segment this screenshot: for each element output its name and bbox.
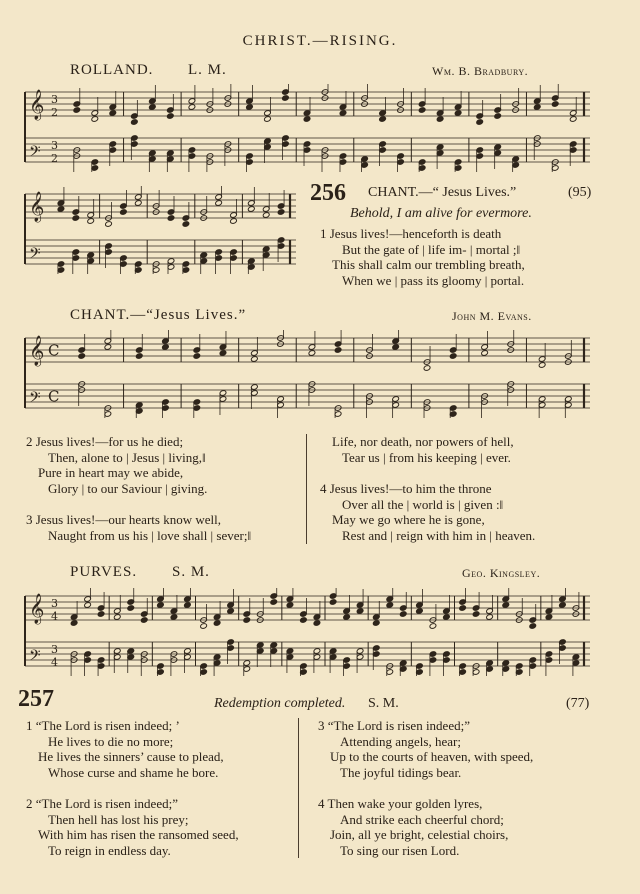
treble-clef-icon: 𝄞 bbox=[29, 90, 45, 120]
verse-line: The joyful tidings bear. bbox=[340, 764, 462, 780]
hymn-257-number: 257 bbox=[18, 686, 54, 712]
rolland-music-system-2 bbox=[24, 186, 298, 274]
svg-text:4: 4 bbox=[51, 610, 58, 623]
rolland-music-system-1 bbox=[24, 84, 592, 172]
bass-clef-icon: 𝄢 bbox=[29, 389, 41, 410]
verse-line: He lives the sinners’ cause to plead, bbox=[38, 749, 224, 764]
verse-line: 4 Then wake your golden lyres, bbox=[318, 796, 483, 811]
music-staff-system bbox=[24, 588, 592, 676]
hymn-257-verses-right bbox=[318, 718, 533, 858]
verse-line: May we go where he is gone, bbox=[332, 512, 485, 527]
verse-line: 2 Jesus lives!—for us he died; bbox=[26, 434, 184, 449]
verse-line: 4 Jesus lives!—to him the throne bbox=[320, 481, 492, 496]
hymn-257-ref: (77) bbox=[566, 696, 590, 711]
music-staff-system bbox=[24, 84, 592, 172]
hymn-256-ref: (95) bbox=[568, 185, 592, 200]
music-staff-system bbox=[24, 186, 298, 274]
rolland-tune-name: ROLLAND. bbox=[70, 62, 154, 78]
verse-line: To sing our risen Lord. bbox=[340, 842, 460, 858]
bass-clef-icon: 𝄢 bbox=[29, 647, 41, 668]
verse-line: Naught from us his | love shall | sever;‖ bbox=[48, 527, 252, 543]
treble-clef-icon: 𝄞 bbox=[29, 192, 45, 222]
page-header: CHRIST.—RISING. bbox=[242, 33, 398, 49]
hymn-257-verses-left bbox=[26, 718, 239, 858]
chant-tune-name: CHANT.—“Jesus Lives.” bbox=[70, 307, 247, 323]
verse-line: When we | pass its gloomy | portal. bbox=[342, 272, 525, 288]
column-divider bbox=[298, 718, 299, 858]
verse-line: But the gate of | life im- | mortal ;‖ bbox=[342, 241, 521, 257]
purves-meter: S. M. bbox=[172, 564, 210, 580]
verse-line: Glory | to our Saviour | giving. bbox=[48, 480, 208, 496]
verse-line: 1 Jesus lives!—henceforth is death bbox=[320, 226, 502, 241]
column-divider bbox=[306, 434, 307, 544]
chant-music-system bbox=[24, 330, 592, 418]
verse-line: Tear us | from his keeping | ever. bbox=[342, 449, 511, 465]
svg-text:3: 3 bbox=[51, 139, 58, 152]
verse-line: This shall calm our trembling breath, bbox=[332, 257, 525, 272]
svg-text:3: 3 bbox=[51, 93, 58, 106]
verse-line: 3 Jesus lives!—our hearts know well, bbox=[26, 512, 221, 527]
verse-line: Pure in heart may we abide, bbox=[38, 465, 184, 480]
rolland-meter: L. M. bbox=[188, 62, 227, 78]
verse-line: To reign in endless day. bbox=[48, 842, 171, 858]
purves-music-system bbox=[24, 588, 592, 676]
verse-line: Rest and | reign with him in | heaven. bbox=[342, 527, 536, 543]
svg-text:2: 2 bbox=[51, 106, 58, 119]
chant-composer: John M. Evans. bbox=[452, 309, 532, 323]
hymn-257-subtitle: Redemption completed. bbox=[214, 696, 346, 711]
music-staff-system bbox=[24, 330, 592, 418]
hymn-256-number: 256 bbox=[310, 180, 346, 206]
svg-text:C: C bbox=[48, 387, 60, 406]
verse-line: 1 “The Lord is risen indeed; ’ bbox=[26, 718, 180, 733]
verse-line: 3 “The Lord is risen indeed;” bbox=[318, 718, 470, 733]
chant-verses-right bbox=[320, 434, 536, 543]
hymn-256-verse-1 bbox=[320, 226, 525, 288]
verse-line: Then hell has lost his prey; bbox=[48, 811, 189, 827]
hymn-256-subtitle: Behold, I am alive for evermore. bbox=[350, 206, 532, 221]
verse-line: He lives to die no more; bbox=[48, 733, 174, 749]
svg-text:3: 3 bbox=[51, 643, 58, 656]
verse-line: And strike each cheerful chord; bbox=[340, 811, 504, 827]
verse-line: Attending angels, hear; bbox=[340, 733, 461, 749]
verse-line: Up to the courts of heaven, with speed, bbox=[330, 749, 534, 764]
bass-clef-icon: 𝄢 bbox=[29, 143, 41, 164]
hymn-256-title: CHANT.—“ Jesus Lives.” bbox=[368, 185, 517, 200]
treble-clef-icon: 𝄞 bbox=[29, 336, 45, 366]
hymn-257-meter: S. M. bbox=[368, 696, 399, 711]
purves-tune-name: PURVES. bbox=[70, 564, 138, 580]
verse-line: Over all the | world is | given :‖ bbox=[342, 496, 504, 512]
verse-line: With him has risen the ransomed seed, bbox=[38, 827, 239, 842]
verse-line: Then, alone to | Jesus | living,‖ bbox=[48, 449, 206, 465]
verse-line: 2 “The Lord is risen indeed;” bbox=[26, 796, 178, 811]
purves-composer: Geo. Kingsley. bbox=[462, 566, 541, 580]
svg-text:4: 4 bbox=[51, 656, 58, 669]
treble-clef-icon: 𝄞 bbox=[29, 594, 45, 624]
verse-line: Whose curse and shame he bore. bbox=[48, 764, 219, 780]
rolland-composer: Wm. B. Bradbury. bbox=[432, 64, 529, 78]
verse-line: Life, nor death, nor powers of hell, bbox=[332, 434, 514, 449]
verse-line: Join, all ye bright, celestial choirs, bbox=[330, 827, 509, 842]
svg-text:2: 2 bbox=[51, 152, 58, 165]
svg-text:3: 3 bbox=[51, 597, 58, 610]
chant-verses-left bbox=[26, 434, 251, 543]
bass-clef-icon: 𝄢 bbox=[29, 245, 41, 266]
svg-text:C: C bbox=[48, 341, 60, 360]
